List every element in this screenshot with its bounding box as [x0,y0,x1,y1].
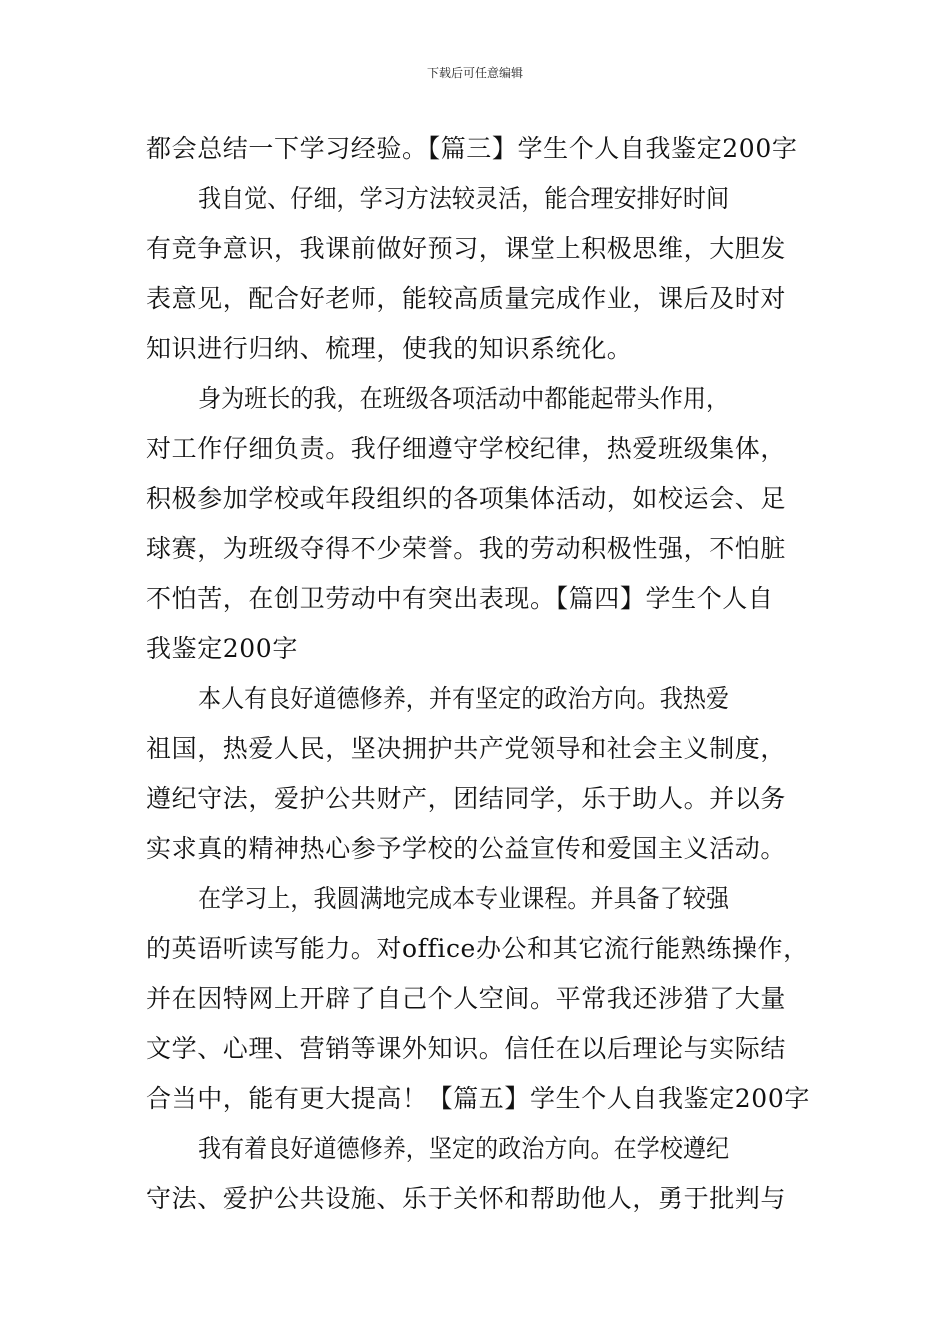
paragraph-start-line: 身为班长的我，在班级各项活动中都能起带头作用， [198,384,730,413]
text-line: 知识进行归纳、梳理，使我的知识系统化。 [146,334,633,363]
text-line: 表意见，配合好老师，能较高质量完成作业，课后及时对 [146,284,787,313]
text-line: 都会总结一下学习经验。【篇三】学生个人自我鉴定200字 [146,134,798,163]
paragraph-start-line: 我有着良好道德修养，坚定的政治方向。在学校遵纪 [198,1134,730,1163]
text-line: 我鉴定200字 [146,634,298,663]
paragraph-start-line: 本人有良好道德修养，并有坚定的政治方向。我热爱 [198,684,730,713]
text-line: 实求真的精神热心参予学校的公益宣传和爱国主义活动。 [146,834,787,863]
text-line: 遵纪守法，爱护公共财产，团结同学，乐于助人。并以务 [146,784,787,813]
text-line: 守法、爱护公共设施、乐于关怀和帮助他人，勇于批判与 [146,1184,787,1213]
text-line: 并在因特网上开辟了自己个人空间。平常我还涉猎了大量 [146,984,787,1013]
text-line: 积极参加学校或年段组织的各项集体活动，如校运会、足 [146,484,787,513]
paragraph-start-line: 在学习上，我圆满地完成本专业课程。并具备了较强 [198,884,730,913]
paragraph-start-line: 我自觉、仔细，学习方法较灵活，能合理安排好时间 [198,184,730,213]
text-line: 合当中，能有更大提高！【篇五】学生个人自我鉴定200字 [146,1084,810,1113]
text-line: 球赛，为班级夺得不少荣誉。我的劳动积极性强，不怕脏 [146,534,787,563]
text-line: 有竞争意识，我课前做好预习，课堂上积极思维，大胆发 [146,234,787,263]
text-line: 不怕苦，在创卫劳动中有突出表现。【篇四】学生个人自 [146,584,774,613]
text-line: 对工作仔细负责。我仔细遵守学校纪律，热爱班级集体， [146,434,787,463]
text-line: 的英语听读写能力。对office办公和其它流行能熟练操作， [146,934,809,963]
page-header: 下载后可任意编辑 [426,66,523,80]
text-line: 文学、心理、营销等课外知识。信任在以后理论与实际结 [146,1034,787,1063]
text-line: 祖国，热爱人民，坚决拥护共产党领导和社会主义制度， [146,734,787,763]
